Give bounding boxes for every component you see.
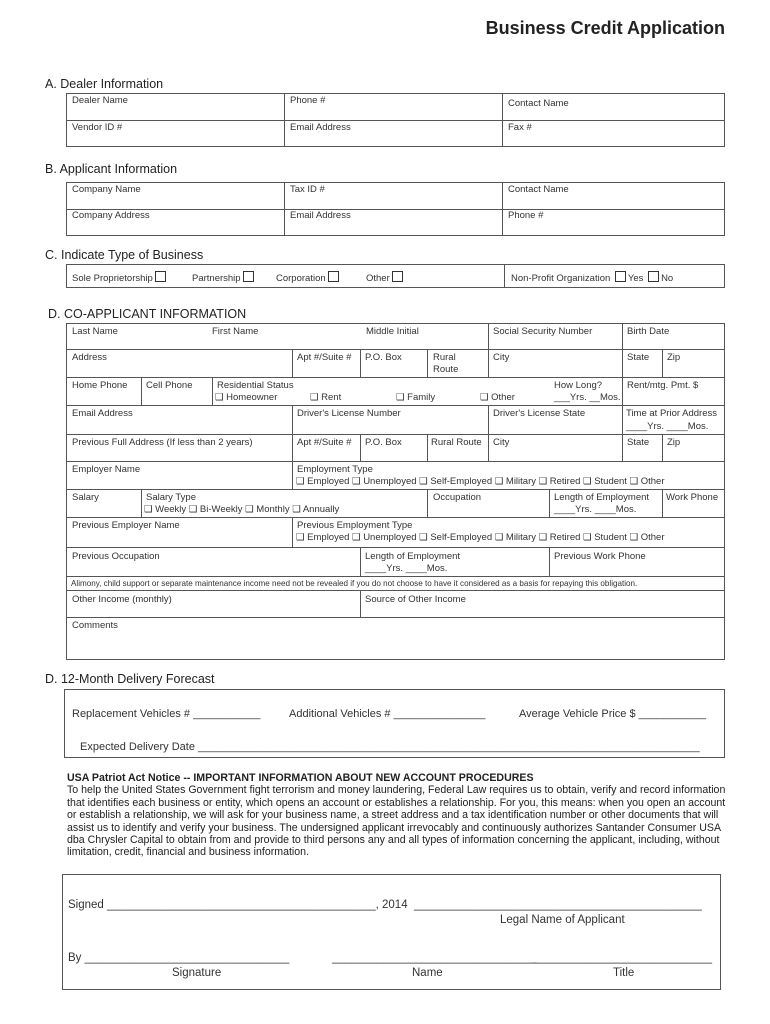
- dealer-name-field[interactable]: Dealer Name: [72, 95, 128, 106]
- section-b-heading: B. Applicant Information: [45, 162, 178, 176]
- co-email-field[interactable]: Email Address: [72, 408, 133, 419]
- prev-occupation-field[interactable]: Previous Occupation: [72, 551, 160, 562]
- time-prior-label: Time at Prior Address: [626, 408, 717, 419]
- dealer-contact-field[interactable]: Contact Name: [508, 98, 569, 109]
- prev-employment-type-options[interactable]: ❑ Employed ❑ Unemployed ❑ Self-Employed ❑ Military ❑ Retired ❑ Student ❑ Other: [296, 532, 665, 543]
- employer-name-field[interactable]: Employer Name: [72, 464, 141, 475]
- partnership-option[interactable]: Partnership: [192, 271, 256, 285]
- prev-state-field[interactable]: State: [627, 437, 650, 448]
- residential-status-label: Residential Status: [217, 380, 294, 391]
- prev-employment-type-label: Previous Employment Type: [297, 520, 413, 531]
- signature-label: Signature: [172, 967, 222, 979]
- home-phone-field[interactable]: Home Phone: [72, 380, 128, 391]
- forecast-heading: D. 12-Month Delivery Forecast: [45, 672, 215, 686]
- employment-type-options[interactable]: ❑ Employed ❑ Unemployed ❑ Self-Employed ❑ Military ❑ Retired ❑ Student ❑ Other: [296, 476, 665, 487]
- po-box-field[interactable]: P.O. Box: [365, 352, 402, 363]
- name-label: Name: [412, 967, 443, 979]
- prev-employer-field[interactable]: Previous Employer Name: [72, 520, 180, 531]
- applicant-email-field[interactable]: Email Address: [290, 210, 351, 221]
- employment-type-label: Employment Type: [297, 464, 373, 475]
- legal-name-label: Legal Name of Applicant: [500, 914, 625, 926]
- prev-zip-field[interactable]: Zip: [667, 437, 681, 448]
- prev-work-phone-field[interactable]: Previous Work Phone: [554, 551, 646, 562]
- prev-apt-field[interactable]: Apt #/Suite #: [297, 437, 352, 448]
- work-phone-field[interactable]: Work Phone: [666, 492, 719, 503]
- dealer-fax-field[interactable]: Fax #: [508, 122, 532, 133]
- family-option[interactable]: ❑ Family: [396, 392, 436, 403]
- rural-route-field[interactable]: Rural Route: [433, 352, 459, 375]
- checkbox-icon[interactable]: [615, 271, 626, 282]
- by-signature-field[interactable]: By ________________________________: [68, 952, 290, 964]
- legal-name-line[interactable]: _____________________________________________: [414, 899, 702, 911]
- notice-body: To help the United States Government fight terrorism and money laundering, Federal Law requires us to obtain, verify and record information that identifies each business or entity, which opens an account or establishes a relationship. For you, this means: when you open an account or establish a relationship, we will ask for your business name, a street address and a tax identification number or other documents that will assist us to identify and verify your business. The undersigned applicant irrevocably and continuously authorizes Santander Consumer USA dba Chrysler Capital to obtain from and provide to third persons any and all types of information concerning the applicant, including, without limitation, credit, financial and business information.: [67, 784, 726, 859]
- city-field[interactable]: City: [493, 352, 510, 363]
- source-income-field[interactable]: Source of Other Income: [365, 594, 466, 605]
- sole-proprietorship-option[interactable]: Sole Proprietorship: [72, 271, 168, 285]
- prev-po-box-field[interactable]: P.O. Box: [365, 437, 402, 448]
- occupation-field[interactable]: Occupation: [433, 492, 482, 503]
- dl-state-field[interactable]: Driver's License State: [493, 408, 586, 419]
- prev-rural-route-field[interactable]: Rural Route: [431, 437, 482, 448]
- how-long-field[interactable]: ___Yrs. __Mos.: [554, 392, 621, 403]
- apt-field[interactable]: Apt #/Suite #: [297, 352, 352, 363]
- applicant-contact-field[interactable]: Contact Name: [508, 184, 569, 195]
- rent-option[interactable]: ❑ Rent: [310, 392, 342, 403]
- title-label: Title: [613, 967, 635, 979]
- section-d-heading: D. CO-APPLICANT INFORMATION: [48, 307, 247, 321]
- signed-field[interactable]: Signed __________________________________________, 2014: [68, 899, 408, 911]
- ssn-field[interactable]: Social Security Number: [493, 326, 593, 337]
- checkbox-icon[interactable]: [392, 271, 403, 282]
- company-address-field[interactable]: Company Address: [72, 210, 150, 221]
- vendor-id-field[interactable]: Vendor ID #: [72, 122, 123, 133]
- average-price-field[interactable]: Average Vehicle Price $ ___________: [519, 708, 706, 720]
- zip-field[interactable]: Zip: [667, 352, 681, 363]
- checkbox-icon[interactable]: [648, 271, 659, 282]
- prev-address-field[interactable]: Previous Full Address (If less than 2 years): [72, 437, 253, 448]
- replacement-vehicles-field[interactable]: Replacement Vehicles # ___________: [72, 708, 261, 720]
- other-option[interactable]: Other: [366, 271, 405, 285]
- dealer-phone-field[interactable]: Phone #: [290, 95, 326, 106]
- checkbox-icon[interactable]: [155, 271, 166, 282]
- checkbox-icon[interactable]: [328, 271, 339, 282]
- birth-date-field[interactable]: Birth Date: [627, 326, 670, 337]
- salary-field[interactable]: Salary: [72, 492, 99, 503]
- notice-title: USA Patriot Act Notice -- IMPORTANT INFORMATION ABOUT NEW ACCOUNT PROCEDURES: [67, 772, 534, 784]
- length-employment-field[interactable]: ____Yrs. ____Mos.: [554, 504, 637, 515]
- last-name-field[interactable]: Last Name: [72, 326, 118, 337]
- nonprofit-option[interactable]: Non-Profit Organization Yes No: [511, 273, 674, 284]
- dealer-email-field[interactable]: Email Address: [290, 122, 351, 133]
- salary-type-options[interactable]: ❑ Weekly ❑ Bi-Weekly ❑ Monthly ❑ Annually: [144, 504, 340, 515]
- rent-payment-field[interactable]: Rent/mtg. Pmt. $: [627, 380, 699, 391]
- first-name-field[interactable]: First Name: [212, 326, 259, 337]
- additional-vehicles-field[interactable]: Additional Vehicles # _______________: [289, 708, 486, 720]
- expected-delivery-field[interactable]: Expected Delivery Date __________________________________________________________________________________: [80, 741, 700, 753]
- how-long-label: How Long?: [554, 380, 603, 391]
- time-prior-field[interactable]: ____Yrs. ____Mos.: [626, 421, 709, 432]
- salary-type-label: Salary Type: [146, 492, 196, 503]
- comments-field[interactable]: Comments: [72, 620, 118, 631]
- cell-phone-field[interactable]: Cell Phone: [146, 380, 193, 391]
- prev-length-label: Length of Employment: [365, 551, 461, 562]
- prev-city-field[interactable]: City: [493, 437, 510, 448]
- state-field[interactable]: State: [627, 352, 650, 363]
- checkbox-icon[interactable]: [243, 271, 254, 282]
- dl-number-field[interactable]: Driver's License Number: [297, 408, 401, 419]
- other-income-field[interactable]: Other Income (monthly): [72, 594, 172, 605]
- corporation-option[interactable]: Corporation: [276, 271, 341, 285]
- section-a-heading: A. Dealer Information: [45, 77, 164, 91]
- middle-initial-field[interactable]: Middle Initial: [366, 326, 419, 337]
- alimony-disclaimer: Alimony, child support or separate maintenance income need not be revealed if you do not choose to have it considered as a basis for repaying this obligation.: [71, 579, 638, 588]
- page-title: Business Credit Application: [485, 18, 725, 38]
- homeowner-option[interactable]: ❑ Homeowner: [215, 392, 278, 403]
- other-residence-option[interactable]: ❑ Other: [480, 392, 515, 403]
- applicant-phone-field[interactable]: Phone #: [508, 210, 544, 221]
- address-field[interactable]: Address: [72, 352, 107, 363]
- name-line[interactable]: ________________________________: [332, 952, 537, 964]
- company-name-field[interactable]: Company Name: [72, 184, 141, 195]
- patriot-act-notice: [67, 772, 732, 859]
- section-c-heading: C. Indicate Type of Business: [45, 248, 204, 262]
- title-line[interactable]: ____________________________: [533, 952, 713, 964]
- prev-length-field[interactable]: ____Yrs. ____Mos.: [365, 563, 448, 574]
- length-employment-label: Length of Employment: [554, 492, 650, 503]
- tax-id-field[interactable]: Tax ID #: [290, 184, 325, 195]
